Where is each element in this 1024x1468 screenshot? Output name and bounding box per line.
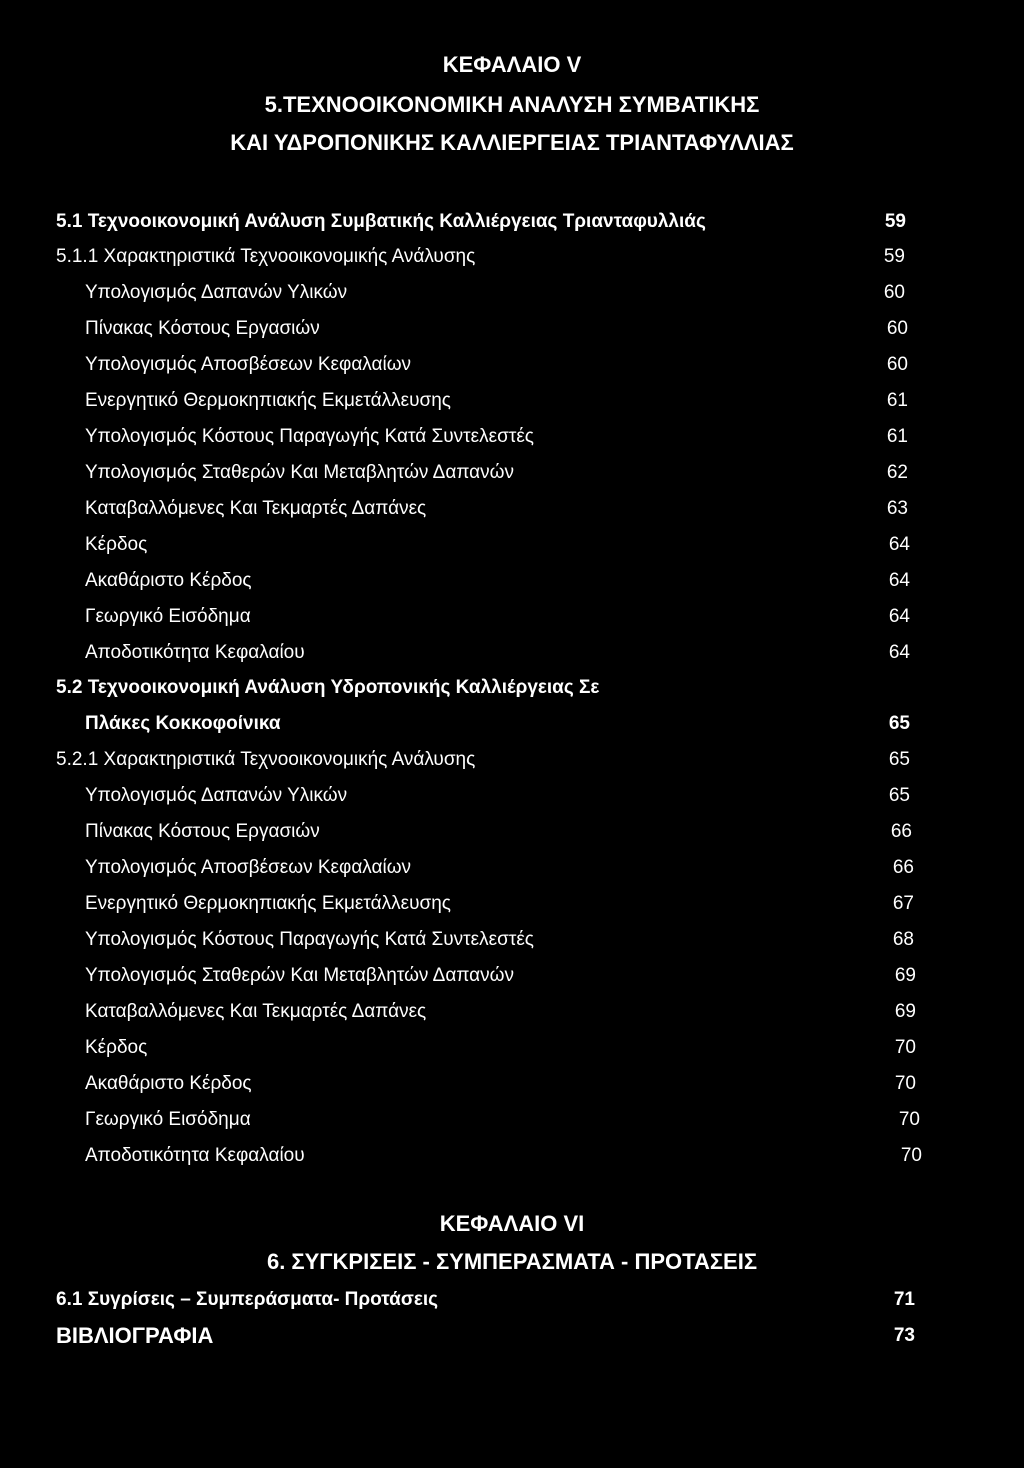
toc-entry-label: 5.2 Τεχνοοικονομική Ανάλυση Υδροπονικής Καλλιέργειας Σε — [56, 677, 600, 698]
toc-entry-label: Υπολογισμός Κόστους Παραγωγής Κατά Συντελεστές — [85, 426, 534, 447]
toc-entry-label: Κέρδος — [85, 1037, 148, 1058]
toc-entry-page: 70 — [898, 1109, 920, 1130]
chapter-5-title-line2: ΚΑΙ ΥΔΡΟΠΟΝΙΚΗΣ ΚΑΛΛΙΕΡΓΕΙΑΣ ΤΡΙΑΝΤΑΦΥΛΛΙΑΣ — [230, 130, 794, 155]
toc-entry[interactable] — [0, 1033, 1024, 1063]
chapter-5-title-line1: 5.ΤΕΧΝΟΟΙΚΟΝΟΜΙΚΗ ΑΝΑΛΥΣΗ ΣΥΜΒΑΤΙΚΗΣ — [264, 92, 760, 117]
toc-entry-label: Πίνακας Κόστους Εργασιών — [85, 318, 320, 339]
toc-entry-page: 64 — [888, 642, 910, 663]
toc-entry-page: 60 — [886, 354, 908, 375]
toc-entry-page: 66 — [892, 857, 914, 878]
toc-entry-label: Υπολογισμός Σταθερών Και Μεταβλητών Δαπανών — [85, 462, 514, 483]
toc-entry-label: Ακαθάριστο Κέρδος — [85, 570, 252, 591]
toc-entry-page: 65 — [888, 749, 910, 770]
toc-entry-label: Καταβαλλόμενες Και Τεκμαρτές Δαπάνες — [85, 498, 427, 519]
toc-entry-page: 62 — [886, 462, 908, 483]
toc-entry-label: Υπολογισμός Αποσβέσεων Κεφαλαίων — [85, 354, 412, 375]
toc-entry-page: 65 — [888, 713, 910, 734]
toc-entry-6-1[interactable] — [0, 1285, 1024, 1315]
toc-entry[interactable] — [0, 961, 1024, 991]
toc-entry-label: Ακαθάριστο Κέρδος — [85, 1073, 252, 1094]
toc-entry-page: 60 — [883, 282, 905, 303]
toc-entry-label: Αποδοτικότητα Κεφαλαίου — [85, 642, 305, 663]
toc-entry-label: Πίνακας Κόστους Εργασιών — [85, 821, 320, 842]
toc-entry[interactable] — [0, 566, 1024, 596]
toc-entry-page: 70 — [900, 1145, 922, 1166]
toc-entry[interactable] — [0, 530, 1024, 560]
toc-entry-page: 63 — [886, 498, 908, 519]
toc-entry-label: 5.1.1 Χαρακτηριστικά Τεχνοοικονομικής Ανάλυσης — [56, 246, 476, 267]
toc-entry-page: 69 — [894, 965, 916, 986]
toc-entry-label: Πλάκες Κοκκοφοίνικα — [85, 713, 281, 734]
toc-entry-page: 64 — [888, 570, 910, 591]
bibliography-label: ΒΙΒΛΙΟΓΡΑΦΙΑ — [56, 1323, 214, 1348]
toc-entry-label: Ενεργητικό Θερμοκηπιακής Εκμετάλλευσης — [85, 390, 451, 411]
toc-entry-label: 6.1 Συγρίσεις – Συμπεράσματα- Προτάσεις — [56, 1289, 439, 1310]
toc-entry-page: 61 — [886, 390, 908, 411]
toc-entry-page: 64 — [888, 534, 910, 555]
toc-entry[interactable] — [0, 709, 1024, 739]
toc-entry-label: Υπολογισμός Αποσβέσεων Κεφαλαίων — [85, 857, 412, 878]
toc-entry[interactable] — [0, 1069, 1024, 1099]
toc-entry-page: 61 — [886, 426, 908, 447]
toc-entry[interactable] — [0, 278, 1024, 308]
chapter-5-heading: ΚΕΦΑΛΑΙΟ V — [442, 52, 582, 77]
toc-entry[interactable] — [0, 638, 1024, 668]
toc-entry-label: 5.1 Τεχνοοικονομική Ανάλυση Συμβατικής Καλλιέργειας Τριανταφυλλιάς — [56, 211, 706, 232]
toc-entry-page: 65 — [888, 785, 910, 806]
toc-entry-label: Υπολογισμός Σταθερών Και Μεταβλητών Δαπανών — [85, 965, 514, 986]
toc-entry-page: 69 — [894, 1001, 916, 1022]
toc-entry[interactable] — [0, 458, 1024, 488]
toc-entry-bibliography[interactable] — [0, 1321, 1024, 1351]
chapter-6-title: 6. ΣΥΓΚΡΙΣΕΙΣ - ΣΥΜΠΕΡΑΣΜΑΤΑ - ΠΡΟΤΑΣΕΙΣ — [266, 1249, 758, 1274]
toc-entry[interactable] — [0, 314, 1024, 344]
toc-entry-label: Γεωργικό Εισόδημα — [85, 1109, 251, 1130]
toc-entry-page: 68 — [892, 929, 914, 950]
toc-entry-page: 59 — [883, 246, 905, 267]
toc-entry[interactable] — [0, 386, 1024, 416]
toc-entry-page: 70 — [894, 1037, 916, 1058]
toc-entry[interactable] — [0, 350, 1024, 380]
toc-entry[interactable] — [0, 673, 1024, 703]
toc-entry[interactable] — [0, 1141, 1024, 1171]
toc-entry-label: Αποδοτικότητα Κεφαλαίου — [85, 1145, 305, 1166]
toc-entry-page: 64 — [888, 606, 910, 627]
toc-entry[interactable] — [0, 422, 1024, 452]
toc-entry[interactable] — [0, 207, 1024, 237]
toc-entry-page: 71 — [893, 1289, 915, 1310]
toc-entry-page: 59 — [884, 211, 906, 232]
toc-entry-label: Ενεργητικό Θερμοκηπιακής Εκμετάλλευσης — [85, 893, 451, 914]
toc-entry[interactable] — [0, 889, 1024, 919]
toc-entry-label: Υπολογισμός Δαπανών Υλικών — [85, 785, 348, 806]
toc-entry[interactable] — [0, 1105, 1024, 1135]
toc-entry-label: Γεωργικό Εισόδημα — [85, 606, 251, 627]
toc-entry-page: 60 — [886, 318, 908, 339]
toc-entry[interactable] — [0, 745, 1024, 775]
toc-entry-label: Κέρδος — [85, 534, 148, 555]
toc-entry-page: 70 — [894, 1073, 916, 1094]
toc-entry[interactable] — [0, 817, 1024, 847]
toc-entry-page: 66 — [890, 821, 912, 842]
toc-entry-page: 67 — [892, 893, 914, 914]
toc-entry-label: 5.2.1 Χαρακτηριστικά Τεχνοοικονομικής Ανάλυσης — [56, 749, 476, 770]
bibliography-page: 73 — [893, 1325, 915, 1346]
toc-entry[interactable] — [0, 494, 1024, 524]
toc-entry[interactable] — [0, 781, 1024, 811]
toc-entry[interactable] — [0, 853, 1024, 883]
toc-entry-label: Καταβαλλόμενες Και Τεκμαρτές Δαπάνες — [85, 1001, 427, 1022]
toc-entry[interactable] — [0, 242, 1024, 272]
toc-entry[interactable] — [0, 925, 1024, 955]
toc-entry[interactable] — [0, 997, 1024, 1027]
toc-entry[interactable] — [0, 602, 1024, 632]
chapter-6-heading: ΚΕΦΑΛΑΙΟ VI — [439, 1211, 585, 1236]
toc-entry-label: Υπολογισμός Κόστους Παραγωγής Κατά Συντελεστές — [85, 929, 534, 950]
toc-entry-label: Υπολογισμός Δαπανών Υλικών — [85, 282, 348, 303]
